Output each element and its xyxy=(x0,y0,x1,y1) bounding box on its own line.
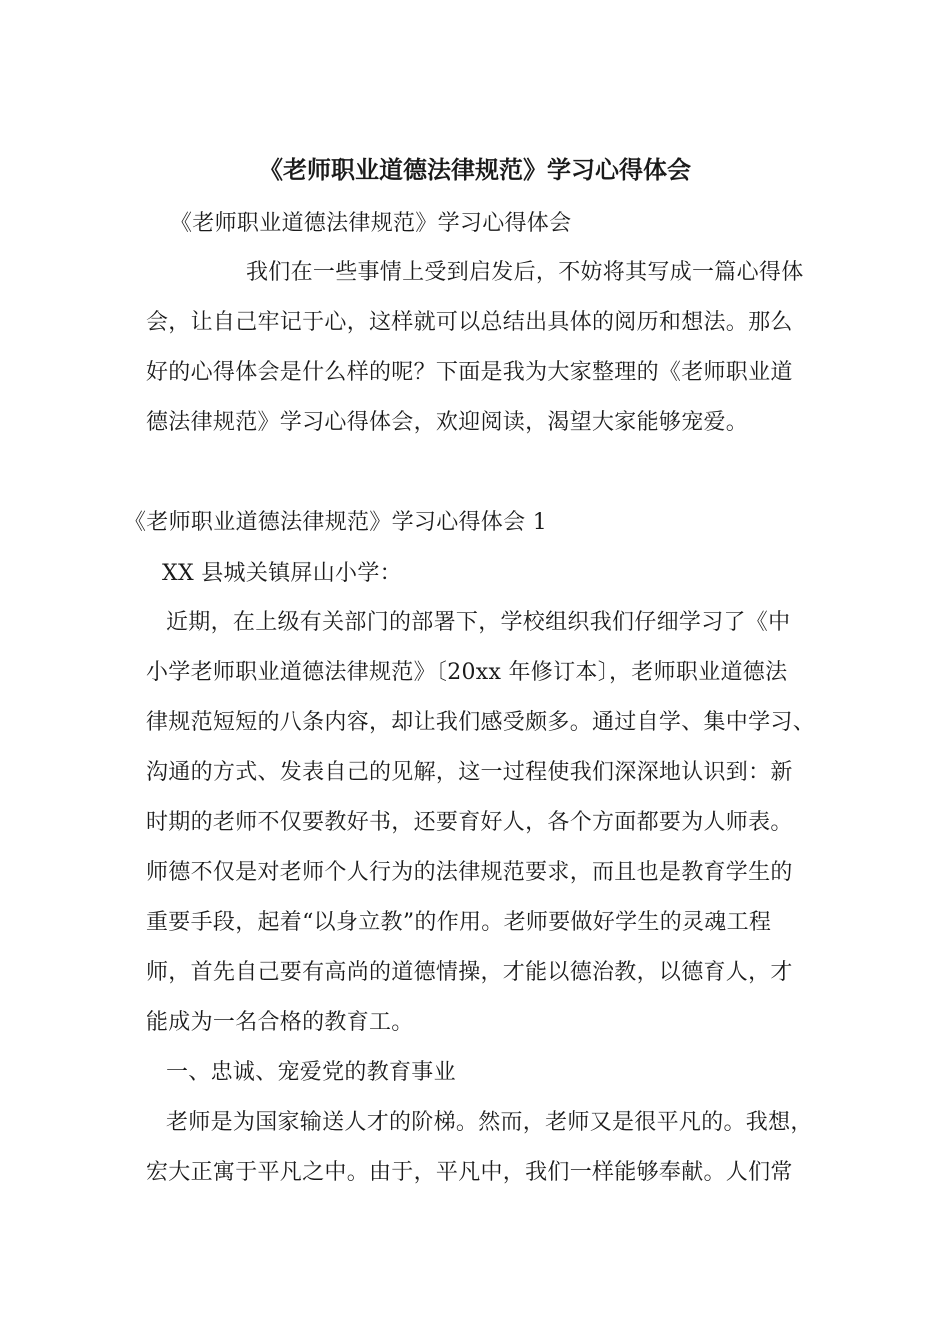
paragraph-line: 德法律规范》学习心得体会，欢迎阅读，渴望大家能够宠爱。 xyxy=(146,410,749,435)
section-heading: 《老师职业道德法律规范》学习心得体会 1 xyxy=(124,510,547,535)
paragraph-line: XX 县城关镇屏山小学： xyxy=(162,561,402,586)
document-title: 《老师职业道德法律规范》学习心得体会 xyxy=(259,156,691,184)
paragraph-line: 我们在一些事情上受到启发后，不妨将其写成一篇心得体 xyxy=(246,260,804,285)
paragraph-line: 沟通的方式、发表自己的见解，这一过程使我们深深地认识到：新 xyxy=(146,760,793,785)
section-heading: 一、忠诚、宠爱党的教育事业 xyxy=(166,1060,456,1085)
paragraph-line: 师德不仅是对老师个人行为的法律规范要求，而且也是教育学生的 xyxy=(146,860,793,885)
paragraph-line: 宏大正寓于平凡之中。由于，平凡中，我们一样能够奉献。人们常 xyxy=(146,1160,793,1185)
paragraph-line: 小学老师职业道德法律规范》〔20xx 年修订本〕，老师职业道德法 xyxy=(146,660,788,685)
paragraph-line: 师，首先自己要有高尚的道德情操，才能以德治教，以德育人，才 xyxy=(146,960,793,985)
paragraph-line: 老师是为国家输送人才的阶梯。然而，老师又是很平凡的。我想， xyxy=(166,1110,813,1135)
paragraph-line: 律规范短短的八条内容，却让我们感受颇多。通过自学、集中学习、 xyxy=(146,710,816,735)
paragraph-line: 重要手段，起着“以身立教”的作用。老师要做好学生的灵魂工程 xyxy=(146,910,772,935)
paragraph-line: 能成为一名合格的教育工。 xyxy=(146,1010,414,1035)
subtitle-line: 《老师职业道德法律规范》学习心得体会 xyxy=(170,211,572,236)
paragraph-line: 会，让自己牢记于心，这样就可以总结出具体的阅历和想法。那么 xyxy=(146,310,793,335)
paragraph-line: 好的心得体会是什么样的呢？下面是我为大家整理的《老师职业道 xyxy=(146,360,793,385)
paragraph-line: 时期的老师不仅要教好书，还要育好人，各个方面都要为人师表。 xyxy=(146,810,793,835)
paragraph-line: 近期，在上级有关部门的部署下，学校组织我们仔细学习了《中 xyxy=(166,610,791,635)
